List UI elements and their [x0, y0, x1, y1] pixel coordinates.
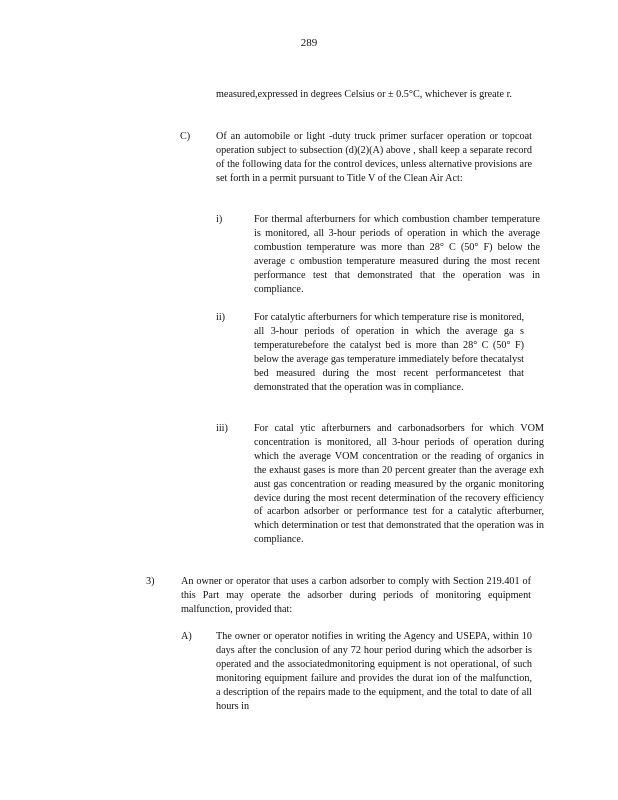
item-c-ii-marker: ii) — [216, 312, 226, 323]
item-c-iii-marker: iii) — [216, 423, 228, 434]
item-3-text: An owner or operator that uses a carbon adsorber to comply with Section 219.401 of this Part may operate the adsorber during periods of monitoring equipment malfunction, provided that: — [181, 576, 531, 615]
item-c-text: Of an automobile or light -duty truck primer surfacer operation or topcoat operation subject to subsection (d)(2)(A) above , shall keep a separate record of the following data for the control devices, unless alternative provisions are set forth in a permit pursuant to Title V of the Clean Air Act: — [216, 131, 532, 184]
item-c-i-text: For thermal afterburners for which combustion chamber temperature is monitored, all 3-hour periods of operation in which the average combustion temperature was more than 28° C (50° F) below the average c ombustion temperature measured during the most recent performance test that demonstrated that the operation was in compliance. — [254, 214, 540, 295]
item-c-ii-text: For catalytic afterburners for which temperature rise is monitored, all 3-hour periods of operation in which the average ga s temperaturebefore the catalyst bed is more than 28° C (50° F) below the average gas temperature immediately before thecatalyst bed measured during the most recent performancetest that demonstrated that the operation was in compliance. — [254, 312, 524, 393]
item-c-i-marker: i) — [216, 214, 223, 225]
item-c-iii-paragraph — [254, 422, 544, 547]
item-3-a-marker: A) — [181, 631, 192, 642]
item-3-paragraph — [181, 575, 531, 617]
item-c-iii-text: For catal ytic afterburners and carbonadsorbers for which VOM concentration is monitored, all 3-hour periods of operation during which the average VOM concentration or the reading of organics in the exhaust gases is more than 20 percent greater than the average exh aust gas concentration or reading measured by the organic monitoring device during the most recent determination of the recovery efficiency of acarbon adsorber or performance test for a catalytic afterburner, which determination or test that demonstrated that the operation was in compliance. — [254, 423, 544, 546]
item-3-marker: 3) — [146, 576, 155, 587]
item-c-paragraph — [216, 130, 532, 186]
continuation-paragraph — [216, 88, 526, 102]
continuation-text: measured,expressed in degrees Celsius or ± 0.5°C, whichever is greate r. — [216, 89, 512, 100]
item-c-ii-paragraph — [254, 311, 524, 394]
page-number: 289 — [300, 37, 318, 49]
item-3-a-paragraph — [216, 630, 532, 713]
item-c-i-paragraph — [254, 213, 540, 296]
item-3-a-text: The owner or operator notifies in writing the Agency and USEPA, within 10 days after the conclusion of any 72 hour period during which the adsorber is operated and the associatedmonitoring equipment is not operational, of such monitoring equipment failure and provides the durat ion of the malfunction, a description of the repairs made to the equipment, and the total to date of all hours in — [216, 631, 532, 712]
item-c-marker: C) — [180, 131, 191, 142]
